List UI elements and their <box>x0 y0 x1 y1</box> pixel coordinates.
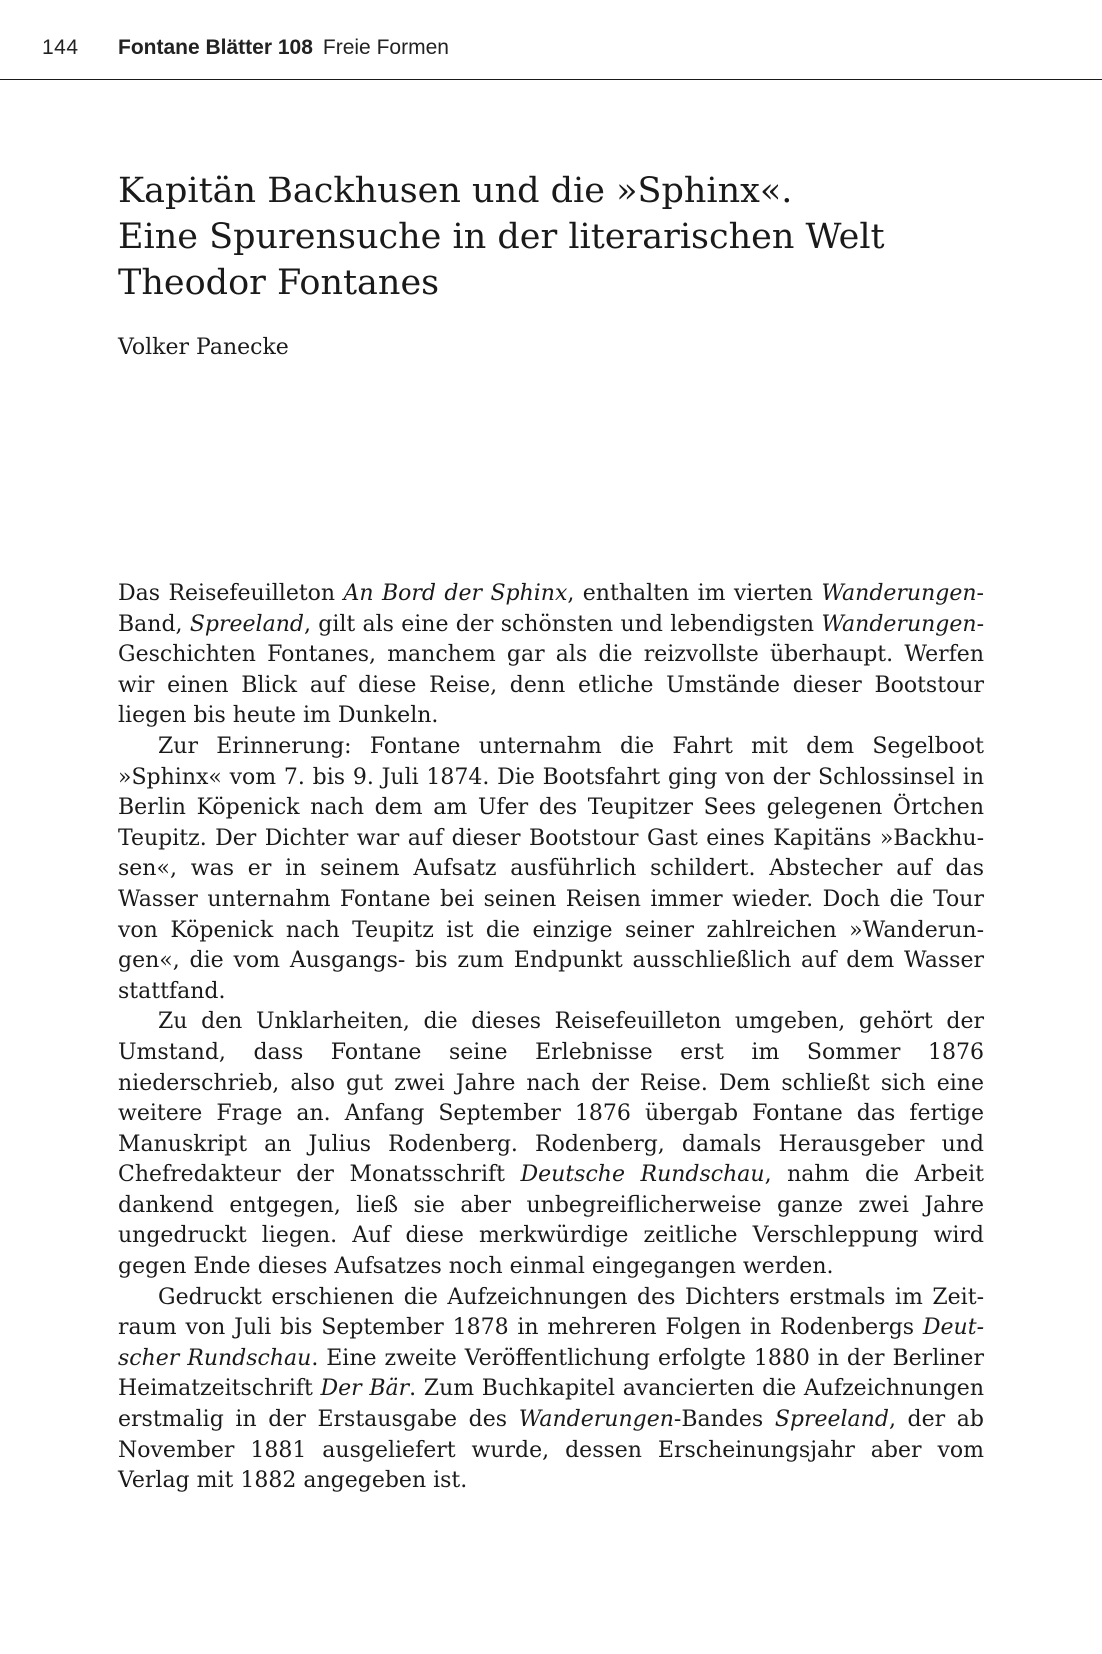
text-run: -Bandes <box>673 1407 775 1433</box>
italic-title: Der Bär <box>320 1376 410 1402</box>
title-line-1: Kapitän Backhusen und die »Sphinx«. <box>118 171 793 211</box>
text-run: . Eine zweite Veröffentlichung erfolgte 1880 in der Berliner Heimatzeitschrift <box>118 1345 984 1402</box>
italic-title: Spreeland <box>774 1407 889 1433</box>
text-run: . Zum Buchkapitel avancierten die Aufzeichnungen erstmalig in der Erstausgabe des <box>118 1376 984 1433</box>
paragraph-3 <box>118 1007 984 1282</box>
text-run: , gilt als eine der schönsten und lebendigsten <box>303 611 822 637</box>
running-header <box>0 0 1102 80</box>
text-run: Zur Erinnerung: Fontane unternahm die Fahrt mit dem Segelboot »Sphinx« vom 7. bis 9. Juli 1874. Die Bootsfahrt ging von der Schlossinsel in Berlin Köpenick nach dem am Ufer des Teupitzer Sees gelegenen Örtchen Teupitz. Der Dichter war auf dieser Bootstour Gast eines Kapitäns »Backhusen«, was er in seinem Aufsatz ausführlich schildert. Abstecher auf das Wasser unternahm Fontane bei seinen Reisen immer wieder. Doch die Tour von Köpenick nach Teupitz ist die einzige seiner zahlreichen »Wanderungen«, die vom Ausgangs- bis zum Endpunkt ausschließlich auf dem Wasser stattfand. <box>118 733 984 1004</box>
journal-title <box>118 36 449 60</box>
paragraph-2 <box>118 732 984 1007</box>
title-line-2: Eine Spurensuche in der literarischen Welt <box>118 217 885 257</box>
italic-title: Spreeland <box>189 611 304 637</box>
paragraph-1 <box>118 579 984 732</box>
text-run: Gedruckt erschienen die Aufzeichnungen des Dichters erstmals im Zeitraum von Juli bis September 1878 in mehreren Folgen in Rodenbergs <box>118 1284 984 1341</box>
italic-title: Wanderungen <box>821 611 977 637</box>
italic-title: Wanderungen <box>518 1407 674 1433</box>
article-title <box>118 168 1018 306</box>
italic-title: An Bord der Sphinx <box>343 581 568 606</box>
journal-name: Fontane Blätter 108 <box>118 36 313 59</box>
section-name: Freie Formen <box>322 36 449 59</box>
text-run: -Band, <box>118 581 984 637</box>
title-line-3: Theodor Fontanes <box>118 263 440 303</box>
page-number: 144 <box>42 36 79 59</box>
text-run: Das Reisefeuilleton <box>118 581 344 606</box>
text-run: , nahm die Arbeit dankend entgegen, ließ sie aber unbegreiflicherweise ganze zwei Jahre ungedruckt liegen. Auf diese merkwürdige zeitliche Verschleppung wird gegen Ende dieses Aufsatzes noch einmal eingegangen werden. <box>118 1162 984 1280</box>
text-run: -Geschichten Fontanes, manchem gar als die reizvollste überhaupt. Werfen wir einen Blick auf diese Reise, denn etliche Umstände dieser Bootstour liegen bis heute im Dunkeln. <box>118 611 984 729</box>
italic-title: Wanderungen <box>821 581 977 606</box>
article-author: Volker Panecke <box>118 335 289 360</box>
italic-title: Deutscher Rundschau <box>118 1315 984 1371</box>
text-run: , enthalten im vierten <box>567 581 822 606</box>
text-run: , der ab November 1881 ausgeliefert wurde, dessen Erscheinungsjahr aber vom Verlag mit 1882 angegeben ist. <box>118 1407 984 1494</box>
text-run: Zu den Unklarheiten, die dieses Reisefeuilleton umgeben, gehört der Umstand, dass Fontane seine Erlebnisse erst im Sommer 1876 niederschrieb, also gut zwei Jahre nach der Reise. Dem schließt sich eine weitere Frage an. Anfang September 1876 übergab Fontane das fertige Manuskript an Julius Rodenberg. Rodenberg, damals Herausgeber und Chefredakteur der Monatsschrift <box>118 1009 984 1188</box>
paragraph-4 <box>118 1283 984 1497</box>
italic-title: Deutsche Rundschau <box>520 1162 765 1188</box>
article-body <box>118 579 984 1497</box>
